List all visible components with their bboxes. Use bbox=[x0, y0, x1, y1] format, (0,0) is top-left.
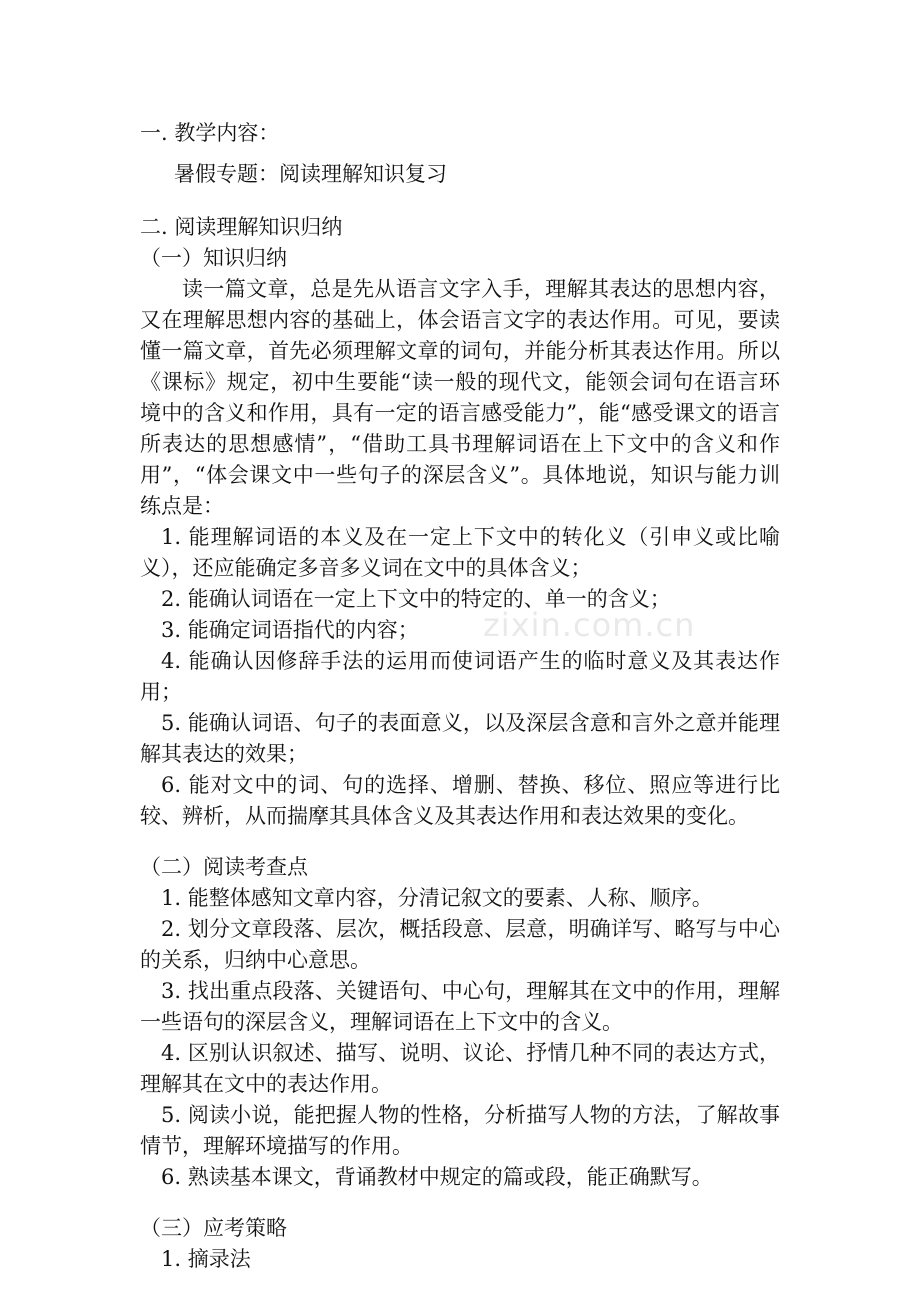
list-item: 3. 能确定词语指代的内容； bbox=[161, 618, 419, 642]
document-page bbox=[140, 118, 780, 1275]
spacer bbox=[140, 1193, 780, 1213]
section1-heading: 一. 教学内容： bbox=[140, 121, 280, 145]
list-item: 4. 能确认因修辞手法的运用而使词语产生的临时意义及其表达作用； bbox=[140, 649, 780, 704]
section2-heading: 二. 阅读理解知识归纳 bbox=[140, 215, 343, 239]
part1-heading: （一）知识归纳 bbox=[140, 246, 287, 270]
list-item: 1. 摘录法 bbox=[161, 1247, 251, 1271]
list-item: 3. 找出重点段落、关键语句、中心句，理解其在文中的作用，理解一些语句的深层含义，理解词语在上下文中的含义。 bbox=[140, 979, 780, 1034]
list-item: 6. 熟读基本课文，背诵教材中规定的篇或段，能正确默写。 bbox=[161, 1165, 713, 1189]
list-item: 4. 区别认识叙述、描写、说明、议论、抒情几种不同的表达方式，理解其在文中的表达作用。 bbox=[140, 1041, 780, 1096]
spacer bbox=[140, 149, 780, 159]
part2-list bbox=[140, 883, 780, 1193]
list-item: 5. 阅读小说，能把握人物的性格，分析描写人物的方法，了解故事情节，理解环境描写的作用。 bbox=[140, 1103, 780, 1158]
list-item: 1. 能理解词语的本义及在一定上下文中的转化义（引申义或比喻义），还应能确定多音多义词在文中的具体含义； bbox=[140, 525, 780, 580]
section1-topic: 暑假专题：阅读理解知识复习 bbox=[174, 162, 447, 186]
part2-heading: （二）阅读考查点 bbox=[140, 855, 308, 879]
list-item: 5. 能确认词语、句子的表面意义，以及深层含意和言外之意并能理解其表达的效果； bbox=[140, 711, 780, 766]
part1-list bbox=[140, 522, 780, 832]
watermark: zixin.com.cn bbox=[483, 606, 696, 644]
spacer bbox=[140, 832, 780, 852]
list-item: 2. 能确认词语在一定上下文中的特定的、单一的含义； bbox=[161, 587, 671, 611]
part3-list bbox=[140, 1244, 780, 1275]
list-item: 2. 划分文章段落、层次，概括段意、层意，明确详写、略写与中心的关系，归纳中心意思。 bbox=[140, 917, 780, 972]
part1-intro-paragraph: 读一篇文章，总是先从语言文字入手，理解其表达的思想内容，又在理解思想内容的基础上，体会语言文字的表达作用。可见，要读懂一篇文章，首先必须理解文章的词句，并能分析其表达作用。所以《课标》规定，初中生要能“读一般的现代文，能领会词句在语言环境中的含义和作用，具有一定的语言感受能力”，能“感受课文的语言所表达的思想感情”，“借助工具书理解词语在上下文中的含义和作用”，“体会课文中一些句子的深层含义”。具体地说，知识与能力训练点是： bbox=[140, 277, 780, 518]
list-item: 6. 能对文中的词、句的选择、增删、替换、移位、照应等进行比较、辨析，从而揣摩其具体含义及其表达作用和表达效果的变化。 bbox=[140, 773, 780, 828]
list-item: 1. 能整体感知文章内容，分清记叙文的要素、人称、顺序。 bbox=[161, 886, 713, 910]
part3-heading: （三）应考策略 bbox=[140, 1216, 287, 1240]
spacer bbox=[140, 190, 780, 212]
